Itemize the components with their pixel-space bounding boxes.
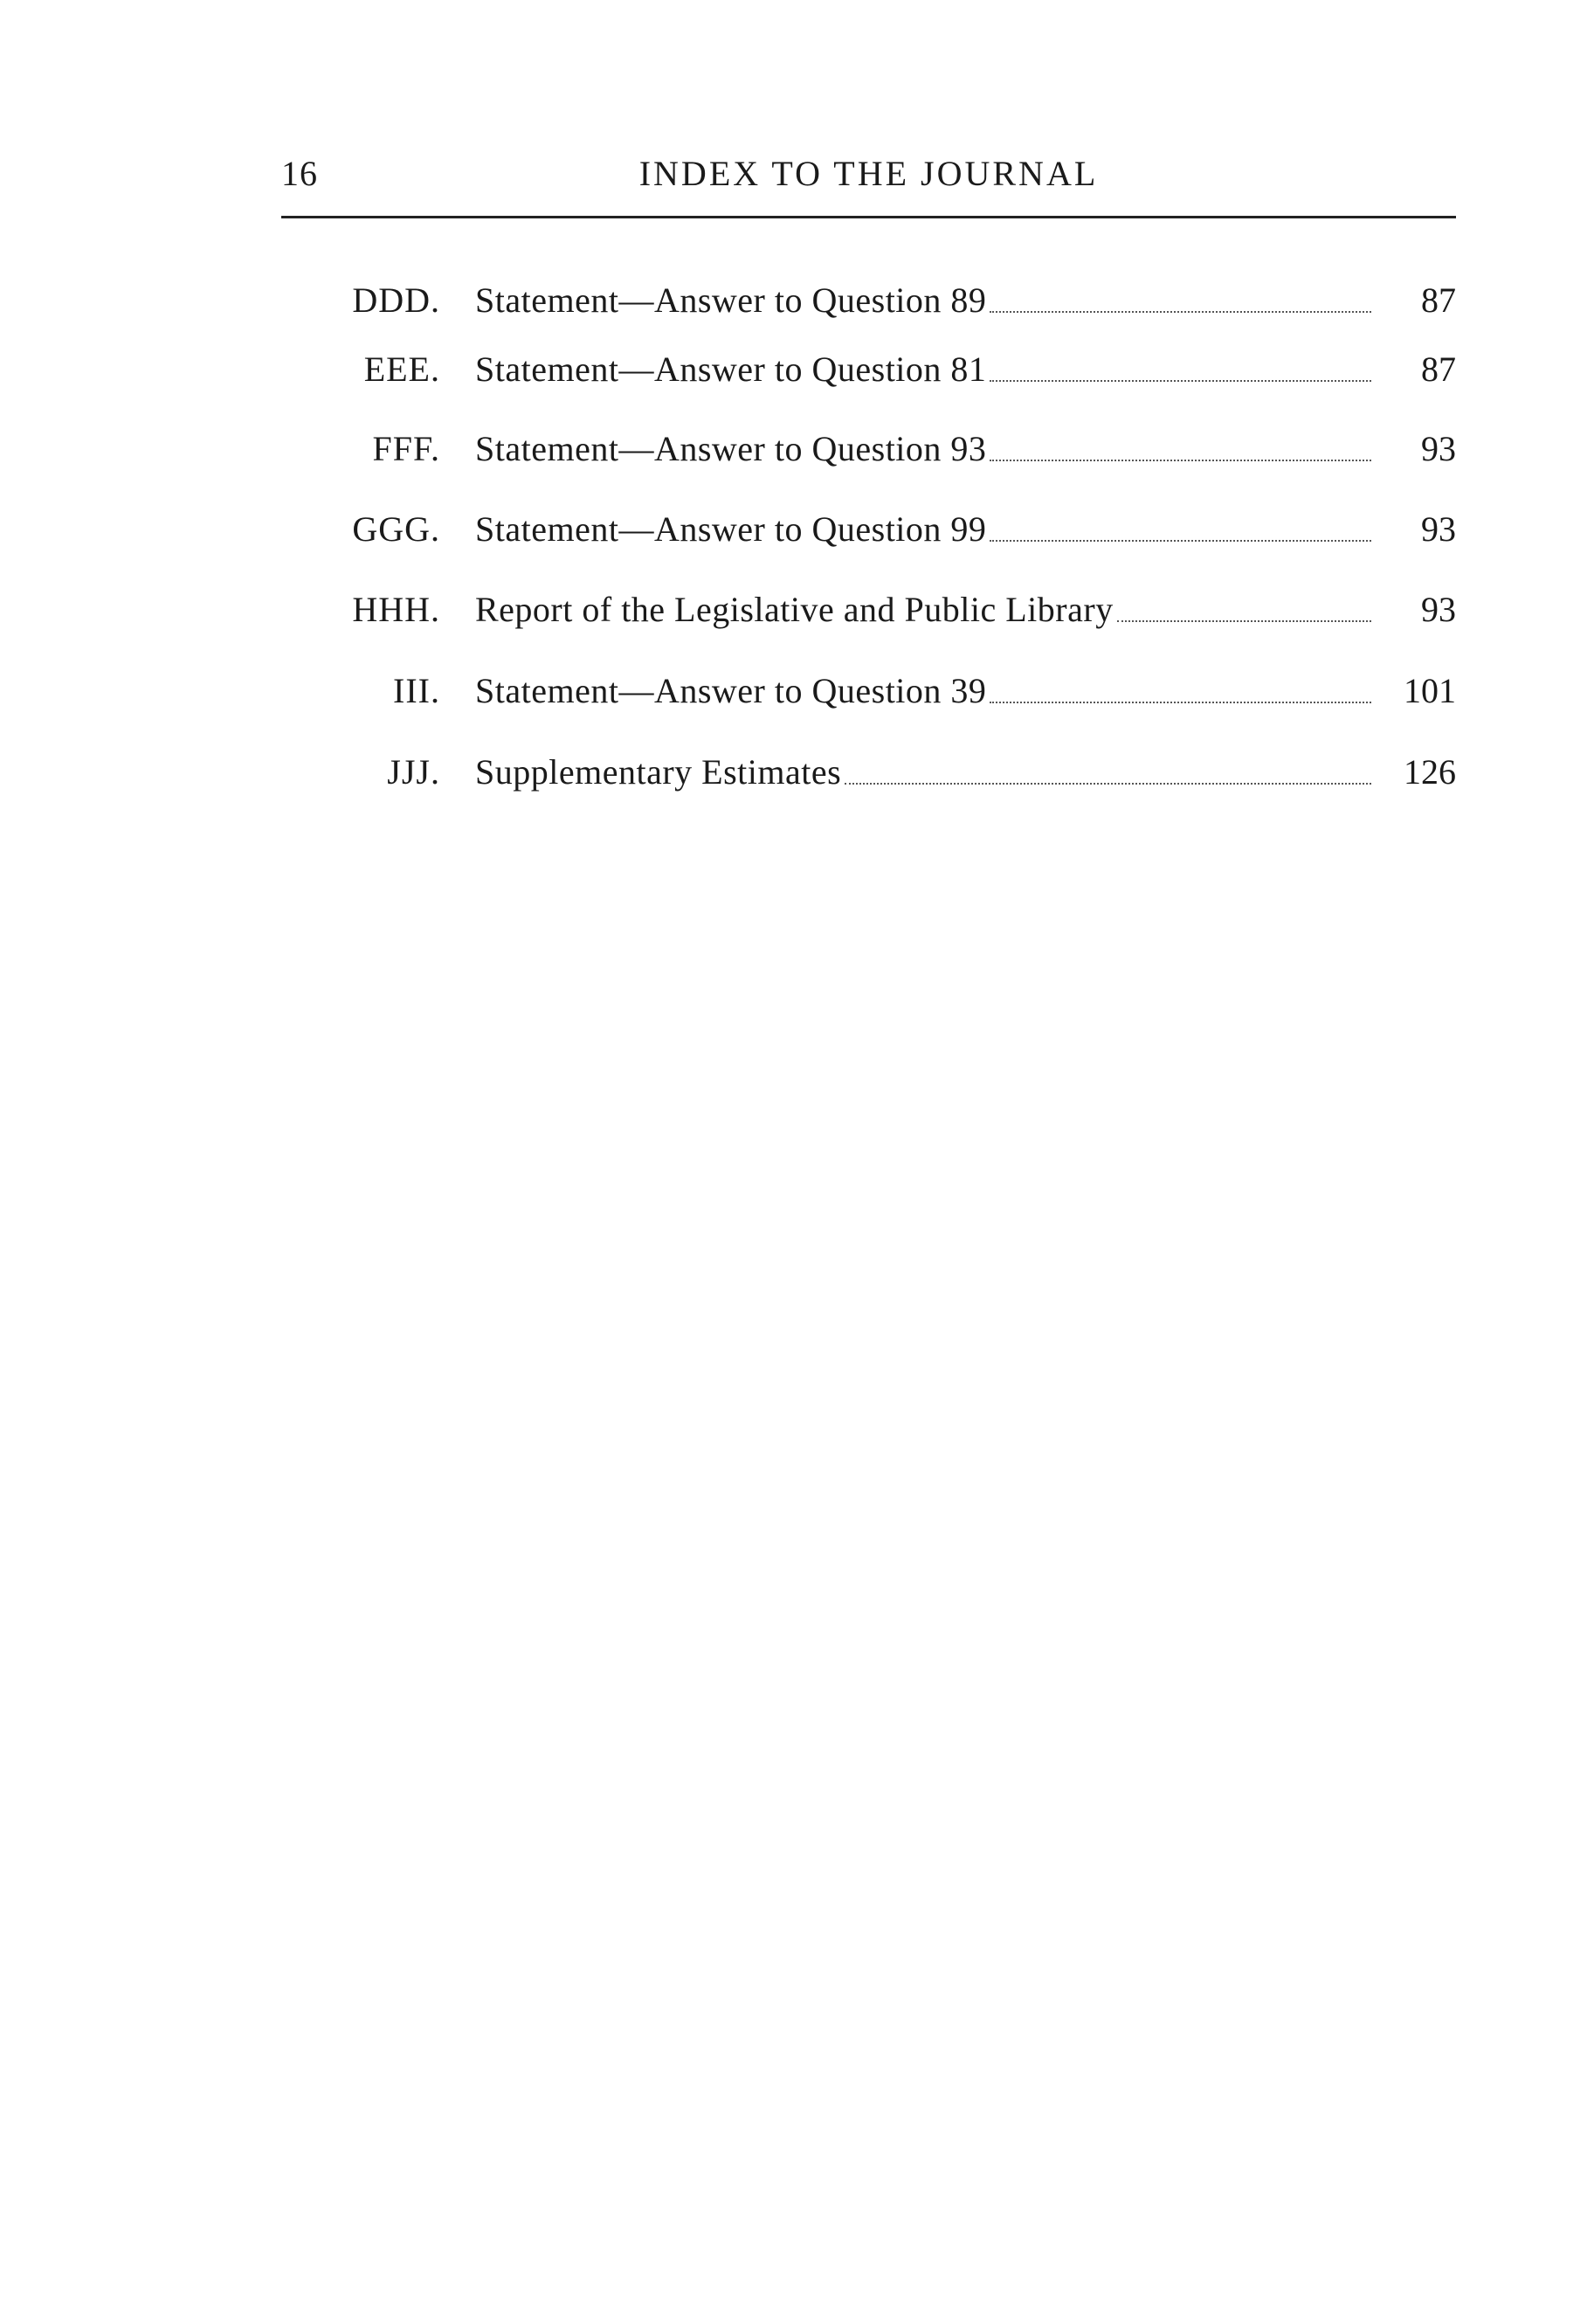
- page-number: 16: [281, 154, 318, 193]
- entry-title-line: [475, 347, 1371, 392]
- dot-leader: [990, 347, 1371, 382]
- entry-title: Statement—Answer to Question 89: [475, 280, 987, 320]
- entry-title-line: [475, 426, 1371, 472]
- entry-page-number: 93: [1421, 590, 1456, 629]
- entry-label: EEE.: [363, 349, 440, 389]
- entry-title: Statement—Answer to Question 39: [475, 671, 987, 710]
- index-entry: [281, 278, 1456, 323]
- entry-title: Statement—Answer to Question 93: [475, 429, 987, 468]
- entry-label: III.: [393, 671, 440, 710]
- entry-page-number: 93: [1421, 429, 1456, 468]
- entry-title: Statement—Answer to Question 81: [475, 349, 987, 389]
- index-entry: [281, 587, 1456, 633]
- entry-title-line: [475, 587, 1371, 633]
- entry-title-line: [475, 507, 1371, 552]
- entry-page-number: 101: [1404, 671, 1456, 710]
- entry-title: Supplementary Estimates: [475, 752, 842, 792]
- entry-title-line: [475, 750, 1371, 795]
- entry-page-number: 126: [1404, 752, 1456, 792]
- entry-label: FFF.: [372, 429, 440, 468]
- entry-title: Report of the Legislative and Public Library: [475, 590, 1114, 629]
- entry-page-number: 87: [1421, 280, 1456, 320]
- dot-leader: [845, 750, 1371, 785]
- page-header: [281, 153, 1456, 205]
- index-entry: [281, 668, 1456, 714]
- entry-label: JJJ.: [387, 752, 440, 792]
- dot-leader: [990, 426, 1371, 461]
- index-entry: [281, 750, 1456, 795]
- dot-leader: [990, 507, 1371, 542]
- running-head-title: INDEX TO THE JOURNAL: [638, 154, 1099, 193]
- entry-title-line: [475, 668, 1371, 714]
- dot-leader: [990, 668, 1371, 703]
- dot-leader: [990, 278, 1371, 313]
- entry-title-line: [475, 278, 1371, 323]
- entry-page-number: 93: [1421, 509, 1456, 549]
- entry-page-number: 87: [1421, 349, 1456, 389]
- index-entry: [281, 426, 1456, 472]
- entry-title: Statement—Answer to Question 99: [475, 509, 987, 549]
- index-entry: [281, 507, 1456, 552]
- entry-label: HHH.: [352, 590, 440, 629]
- header-rule: [281, 216, 1456, 218]
- index-entry: [281, 347, 1456, 392]
- entry-label: GGG.: [352, 509, 440, 549]
- entry-label: DDD.: [352, 280, 440, 320]
- dot-leader: [1117, 587, 1371, 622]
